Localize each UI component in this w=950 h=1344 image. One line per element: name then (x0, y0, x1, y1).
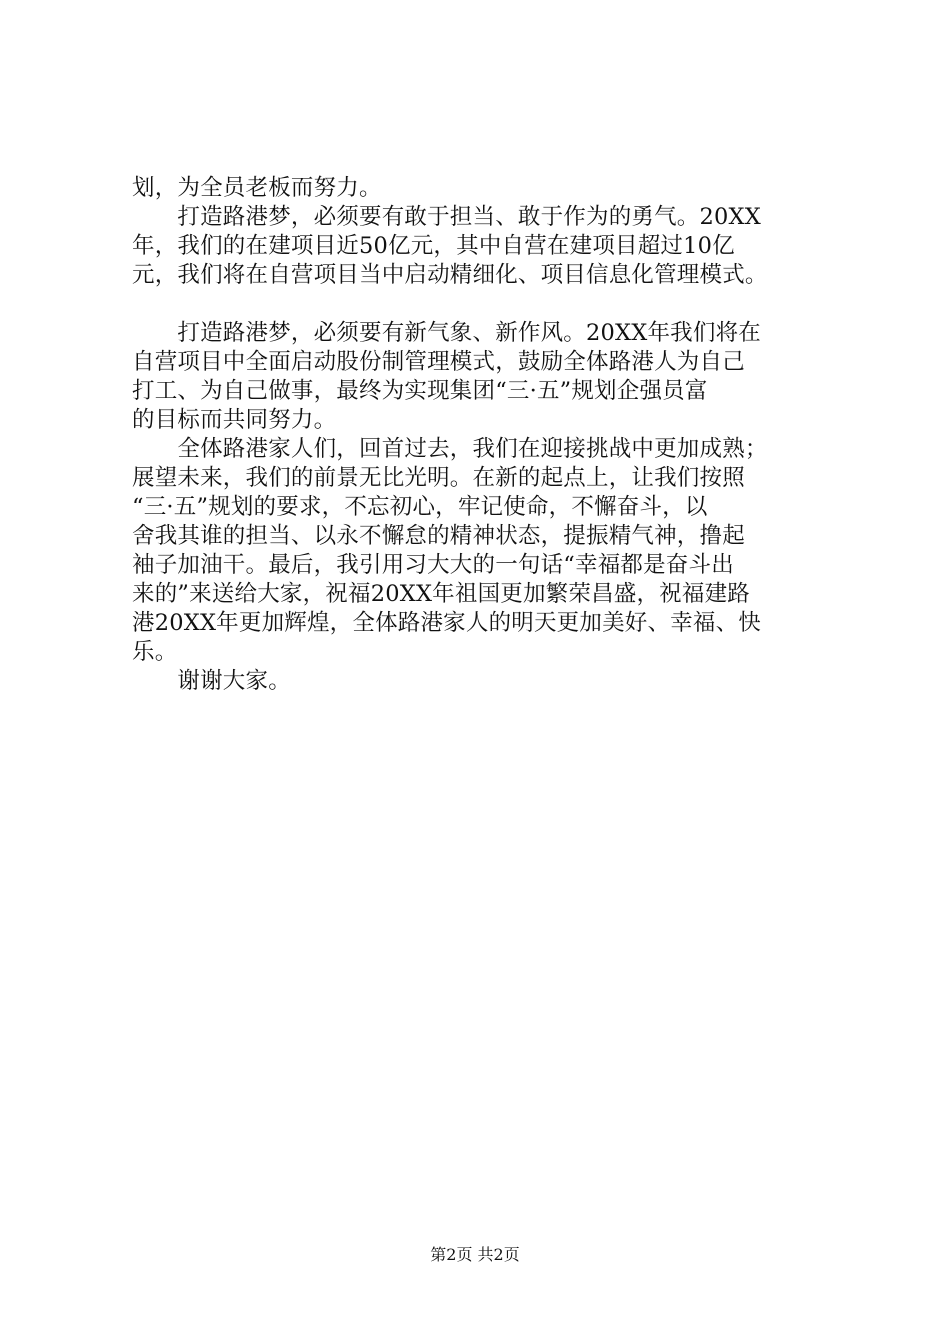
text-line: 谢谢大家。 (132, 668, 291, 694)
page-footer: 第2页 共2页 (430, 1245, 520, 1264)
text-line: 年，我们的在建项目近50亿元，其中自营在建项目超过10亿 (132, 233, 735, 259)
text-line: 全体路港家人们，回首过去，我们在迎接挑战中更加成熟； (132, 436, 768, 462)
text-line: 元，我们将在自营项目当中启动精细化、项目信息化管理模式。 (132, 262, 768, 288)
text-line: 打造路港梦，必须要有敢于担当、敢于作为的勇气。20XX (132, 204, 761, 230)
text-line: 来的”来送给大家，祝福20XX年祖国更加繁荣昌盛，祝福建路 (132, 581, 750, 607)
paragraph-gap (132, 290, 844, 319)
text-line: 港20XX年更加辉煌，全体路港家人的明天更加美好、幸福、快 (132, 610, 761, 636)
text-line: 打工、为自己做事，最终为实现集团“三·五”规划企强员富 (132, 378, 708, 404)
body-text (132, 174, 844, 696)
text-line: 乐。 (132, 639, 178, 665)
text-line: 袖子加油干。最后，我引用习大大的一句话“幸福都是奋斗出 (132, 552, 734, 578)
text-line: 打造路港梦，必须要有新气象、新作风。20XX年我们将在 (132, 320, 761, 346)
text-line: 舍我其谁的担当、以永不懈怠的精神状态，提振精气神，撸起 (132, 523, 745, 549)
text-line: 展望未来，我们的前景无比光明。在新的起点上，让我们按照 (132, 465, 745, 491)
text-line: 的目标而共同努力。 (132, 407, 337, 433)
text-line: 划，为全员老板而努力。 (132, 175, 382, 201)
text-line: 自营项目中全面启动股份制管理模式，鼓励全体路港人为自己 (132, 349, 745, 375)
text-line: “三·五”规划的要求，不忘初心，牢记使命，不懈奋斗，以 (132, 494, 708, 520)
